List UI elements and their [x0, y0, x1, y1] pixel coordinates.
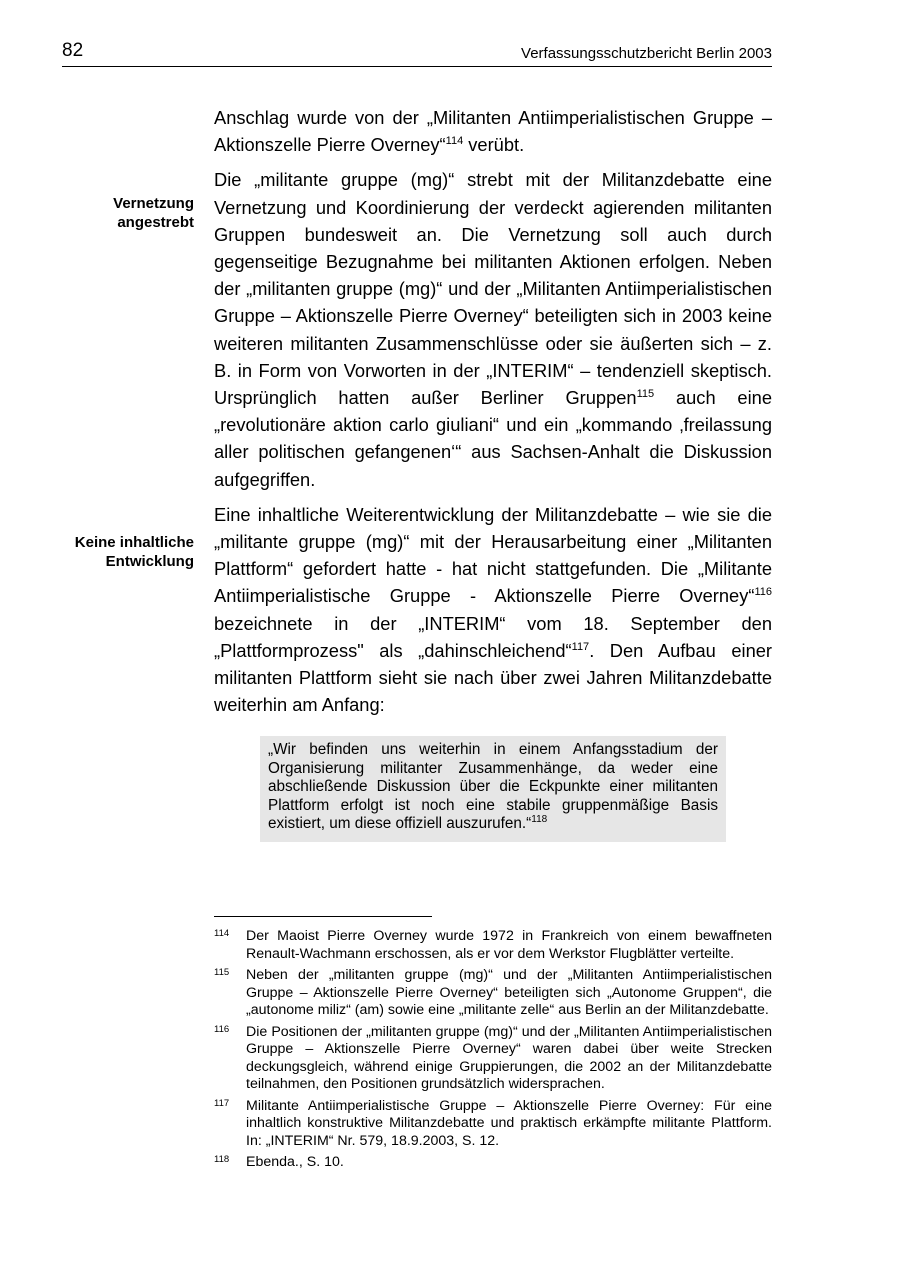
footnote-text: Der Maoist Pierre Overney wurde 1972 in Frankreich von einem bewaffneten Renault-Wachmann erschossen, als er vor dem Werkstor Flugblätter verteilte. — [246, 928, 772, 962]
footnote-number: 114 — [214, 928, 230, 939]
footnote-rule — [214, 916, 432, 917]
paragraph-2 — [214, 166, 772, 492]
margin-note-text: Keine inhaltliche Entwicklung — [74, 534, 194, 570]
footnote — [214, 1154, 772, 1172]
footnote-ref: 117 — [571, 640, 590, 653]
text-run: Die „militante gruppe (mg)“ strebt mit der Militanzdebatte eine Vernetzung und Koordinierung der verdeckt agierenden militanten Gruppen bundesweit an. Die Vernetzung soll auch durch gegenseitige Bezugnahme bei militanten Aktionen erfolgen. Neben der „militanten gruppe (mg)“ und der „Militanten Antiimperialistischen Gruppe – Aktionszelle Pierre Overney“ beteiligten sich in 2003 keine weiteren militanten Zusammenschlüsse oder sie äußerten sich – z. B. in Form von Vorworten in der „INTERIM“ – tendenziell skeptisch. Ursprünglich hatten außer Berliner Gruppen — [214, 169, 772, 409]
footnote — [214, 928, 772, 963]
text-run: Anschlag wurde von der „Militanten Antiimperialistischen Gruppe – Aktionszelle Pierre Overney“ — [214, 107, 772, 156]
footnote-text: Die Positionen der „militanten gruppe (mg)“ und der „Militanten Antiimperialistischen Gruppe – Aktionszelle Pierre Overney“ waren dabei über weite Strecken deckungsgleich, während einige Gruppierungen, die 2002 an der Militanzdebatte teilnahmen, den Positionen grundsätzlich widersprachen. — [246, 1023, 772, 1092]
footnote-ref: 115 — [636, 387, 655, 400]
footnote-text: Militante Antiimperialistische Gruppe – Aktionszelle Pierre Overney: Für eine inhaltlich konstruktive Militanzdebatte und praktisch erkämpfte militante Plattform. In: „INTERIM“ Nr. 579, 18.9.2003, S. 12. — [246, 1097, 772, 1149]
footnote — [214, 1024, 772, 1094]
text-run: Eine inhaltliche Weiterentwicklung der Militanzdebatte – wie sie die „militante gruppe (mg)“ mit der Herausarbeitung einer „Militanten Plattform“ gefordert hatte - hat nicht stattgefunden. Die „Militante Antiimperialistische Gruppe - Aktionszelle Pierre Overney“ — [214, 503, 772, 607]
footnote-ref: 114 — [445, 135, 464, 148]
quote-text: „Wir befinden uns weiterhin in einem Anfangsstadium der Organisierung militanter Zusammenhänge, da weder eine abschließende Diskussion über die Eckpunkte einer militanten Plattform erfolgt ist noch eine stabile gruppenmäßige Basis existiert, um diese offiziell auszurufen.“ — [268, 741, 718, 832]
block-quote — [260, 736, 726, 842]
footnote-number: 115 — [214, 967, 230, 978]
footnote-ref: 118 — [531, 813, 548, 825]
text-run: bezeichnete in der „INTERIM“ vom 18. September den „Plattformprozess" als „dahinschleichend“ — [214, 612, 772, 661]
footnote-number: 118 — [214, 1154, 230, 1165]
footnotes — [214, 928, 772, 1176]
text-run: . Den Aufbau einer militanten Plattform sieht sie nach über zwei Jahren Militanzdebatte weiterhin am Anfang: — [214, 639, 773, 716]
running-title: Verfassungsschutzbericht Berlin 2003 — [521, 45, 772, 62]
header-rule — [62, 66, 772, 67]
footnote — [214, 1098, 772, 1151]
paragraph-3 — [214, 501, 772, 719]
footnote — [214, 967, 772, 1020]
margin-note-entwicklung — [24, 533, 194, 571]
main-text — [214, 104, 772, 726]
text-run: verübt. — [463, 134, 525, 156]
quote-text-wrap — [268, 741, 718, 834]
footnote-number: 117 — [214, 1097, 230, 1109]
footnote-number: 116 — [214, 1023, 230, 1035]
footnote-text: Ebenda., S. 10. — [246, 1154, 344, 1170]
page-number: 82 — [62, 40, 84, 61]
text-run: auch eine „revolutionäre aktion carlo giuliani“ und ein „kommando ‚freilassung aller politischen gefangenen‘“ aus Sachsen-Anhalt die Diskussion aufgegriffen. — [214, 387, 772, 490]
footnote-ref: 116 — [754, 586, 772, 599]
margin-note-text: Vernetzung angestrebt — [113, 195, 194, 231]
paragraph-1 — [214, 104, 772, 158]
footnote-text: Neben der „militanten gruppe (mg)“ und der „Militanten Antiimperialistischen Gruppe – Aktionszelle Pierre Overney“ beteiligten sich „Autonome Gruppen“, die „autonome miliz“ (am) sowie eine „militante zelle“ aus Berlin an der Militanzdebatte. — [246, 967, 772, 1018]
margin-note-vernetzung — [24, 194, 194, 232]
